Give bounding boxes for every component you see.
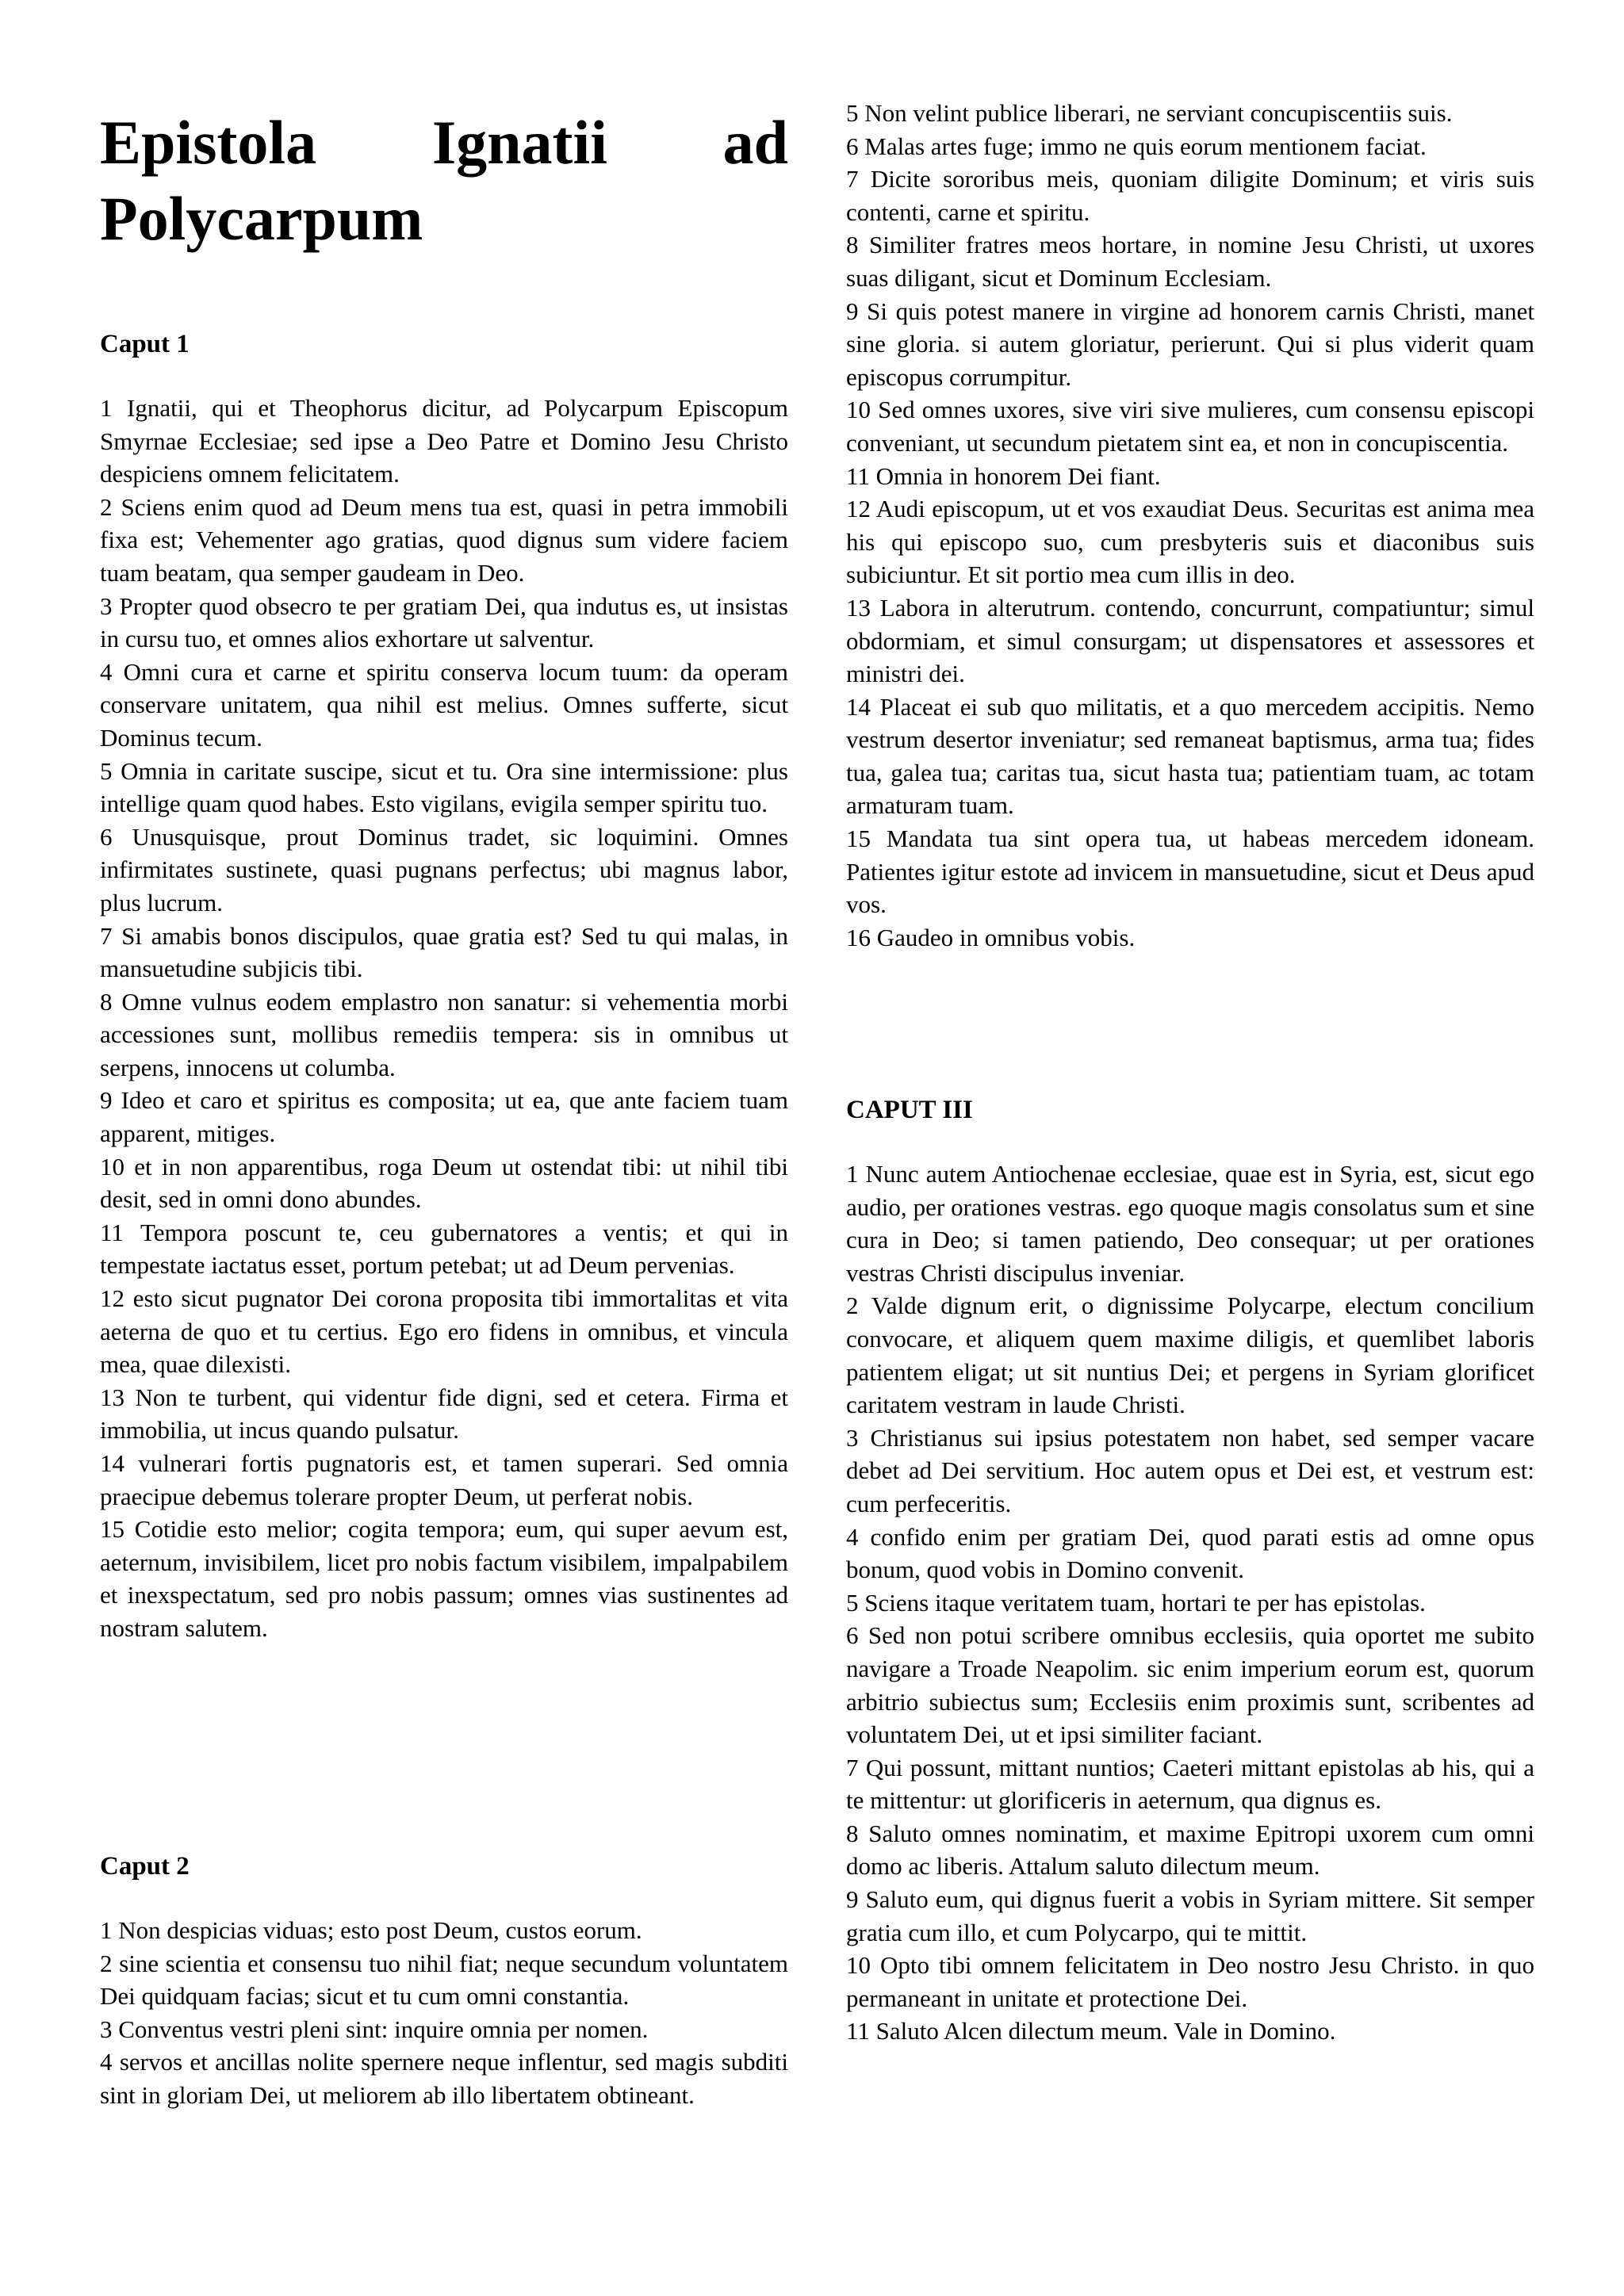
chapter-1-heading: Caput 1 bbox=[100, 330, 190, 358]
paragraph: 5 Sciens itaque veritatem tuam, hortari te per has epistolas. bbox=[846, 1588, 1426, 1617]
paragraph: 14 vulnerari fortis pugnatoris est, et tamen superari. Sed omnia praecipue debemus tolerare propter Deum, ut perferat nobis. bbox=[100, 1449, 788, 1510]
paragraph: 15 Mandata tua sint opera tua, ut habeas mercedem idoneam. Patientes igitur estote ad invicem in mansuetudine, sicut et Deus apud vos. bbox=[846, 825, 1534, 919]
chapter-3-text bbox=[846, 1158, 1534, 2048]
paragraph: 6 Unusquisque, prout Dominus tradet, sic loquimini. Omnes infirmitates sustinete, quasi pugnans perfectus; ubi magnus labor, plus lucrum. bbox=[100, 822, 788, 916]
paragraph: 8 Saluto omnes nominatim, et maxime Epitropi uxorem cum omni domo ac liberis. Attalum saluto dilectum meum. bbox=[846, 1819, 1534, 1881]
paragraph: 5 Omnia in caritate suscipe, sicut et tu. Ora sine intermissione: plus intellige quam quod habes. Esto vigilans, evigila semper spiritu tuo. bbox=[100, 756, 788, 818]
paragraph: 9 Ideo et caro et spiritus es composita; ut ea, que ante faciem tuam apparent, mitiges. bbox=[100, 1086, 788, 1148]
paragraph: 8 Similiter fratres meos hortare, in nomine Jesu Christi, ut uxores suas diligant, sicut et Dominum Ecclesiam. bbox=[846, 231, 1534, 292]
paragraph: 1 Non despicias viduas; esto post Deum, custos eorum. bbox=[100, 1916, 642, 1944]
paragraph: 2 sine scientia et consensu tuo nihil fiat; neque secundum voluntatem Dei quidquam facias; sicut et tu cum omni constantia. bbox=[100, 1949, 788, 2011]
paragraph: 12 Audi episcopum, ut et vos exaudiat Deus. Securitas est anima mea his qui episcopo suo, cum presbyteris suis et diaconibus suis subiciuntur. Et sit portio mea cum illis in deo. bbox=[846, 495, 1534, 589]
paragraph: 1 Ignatii, qui et Theophorus dicitur, ad Polycarpum Episcopum Smyrnae Ecclesiae; sed ipse a Deo Patre et Domino Jesu Christo despiciens omnem felicitatem. bbox=[100, 394, 788, 488]
paragraph: 2 Valde dignum erit, o dignissime Polycarpe, electum concilium convocare, et aliquem quem maxime diligis, et quemlibet laboris patientem eligat; ut sit nuntius Dei; et pergens in Syriam glorificet caritatem vestram in laude Christi. bbox=[846, 1292, 1534, 1419]
chapter-1-text bbox=[100, 392, 788, 1645]
paragraph: 9 Si quis potest manere in virgine ad honorem carnis Christi, manet sine gloria. si autem gloriatur, perierunt. Qui si plus viderit quam episcopus corrumpitur. bbox=[846, 297, 1534, 391]
paragraph: 7 Qui possunt, mittant nuntios; Caeteri mittant epistolas ab his, qui a te mittentur: ut glorificeris in aeternum, qua dignus es. bbox=[846, 1753, 1534, 1815]
paragraph: 7 Si amabis bonos discipulos, quae gratia est? Sed tu qui malas, in mansuetudine subjicis tibi. bbox=[100, 921, 788, 983]
paragraph: 6 Malas artes fuge; immo ne quis eorum mentionem faciat. bbox=[846, 132, 1427, 160]
chapter-3-heading: CAPUT III bbox=[846, 1096, 973, 1124]
paragraph: 4 servos et ancillas nolite spernere neque inflentur, sed magis subditi sint in gloriam Dei, ut meliorem ab illo libertatem obtineant. bbox=[100, 2048, 788, 2109]
document-title: Epistola Ignatii ad Polycarpum bbox=[100, 108, 788, 253]
paragraph: 5 Non velint publice liberari, ne serviant concupiscentiis suis. bbox=[846, 99, 1453, 127]
paragraph: 10 et in non apparentibus, roga Deum ut ostendat tibi: ut nihil tibi desit, sed in omni dono abundes. bbox=[100, 1152, 788, 1214]
chapter-2-text-continued bbox=[846, 97, 1534, 954]
paragraph: 3 Conventus vestri pleni sint: inquire omnia per nomen. bbox=[100, 2015, 649, 2043]
paragraph: 12 esto sicut pugnator Dei corona proposita tibi immortalitas et vita aeterna de quo et tu certius. Ego ero fidens in omnibus, et vincula mea, quae dilexisti. bbox=[100, 1284, 788, 1379]
paragraph: 7 Dicite sororibus meis, quoniam diligite Dominum; et viris suis contenti, carne et spiritu. bbox=[846, 165, 1534, 226]
paragraph: 10 Opto tibi omnem felicitatem in Deo nostro Jesu Christo. in quo permaneant in unitate et protectione Dei. bbox=[846, 1951, 1534, 2012]
paragraph: 3 Propter quod obsecro te per gratiam Dei, qua indutus es, ut insistas in cursu tuo, et omnes alios exhortare ut salventur. bbox=[100, 591, 788, 653]
paragraph: 16 Gaudeo in omnibus vobis. bbox=[846, 923, 1136, 951]
paragraph: 10 Sed omnes uxores, sive viri sive mulieres, cum consensu episcopi conveniant, ut secundum pietatem sint ea, et non in concupiscentia. bbox=[846, 396, 1534, 457]
paragraph: 11 Saluto Alcen dilectum meum. Vale in Domino. bbox=[846, 2017, 1336, 2045]
paragraph: 15 Cotidie esto melior; cogita tempora; eum, qui super aevum est, aeternum, invisibilem, licet pro nobis factum visibilem, impalpabilem et inexspectatum, sed pro nobis passum; omnes vias sustinentes ad nostram salutem. bbox=[100, 1515, 788, 1642]
paragraph: 3 Christianus sui ipsius potestatem non habet, sed semper vacare debet ad Dei servitium. Hoc autem opus et Dei est, et vestrum est: cum perfeceritis. bbox=[846, 1423, 1534, 1517]
paragraph: 6 Sed non potui scribere omnibus ecclesiis, quia oportet me subito navigare a Troade Neapolim. sic enim imperium eorum est, quorum arbitrio subiectus sum; Ecclesiis enim proximis sunt, scribentes ad voluntatem Dei, ut et ipsi similiter faciant. bbox=[846, 1621, 1534, 1749]
paragraph: 4 Omni cura et carne et spiritu conserva locum tuum: da operam conservare unitatem, qua nihil est melius. Omnes sufferte, sicut Dominus tecum. bbox=[100, 657, 788, 752]
paragraph: 11 Tempora poscunt te, ceu gubernatores a ventis; et qui in tempestate iactatus esset, portum petebat; ut ad Deum pervenias. bbox=[100, 1218, 788, 1280]
paragraph: 4 confido enim per gratiam Dei, quod parati estis ad omne opus bonum, quod vobis in Domino convenit. bbox=[846, 1522, 1534, 1584]
paragraph: 1 Nunc autem Antiochenae ecclesiae, quae est in Syria, est, sicut ego audio, per orationes vestras. ego quoque magis consolatus sum et sine cura in Deo; si tamen patiendo, Deo consequar; ut per orationes vestras Christi discipulus inveniar. bbox=[846, 1160, 1534, 1287]
paragraph: 9 Saluto eum, qui dignus fuerit a vobis in Syriam mittere. Sit semper gratia cum illo, et cum Polycarpo, qui te mittit. bbox=[846, 1885, 1534, 1946]
paragraph: 2 Sciens enim quod ad Deum mens tua est, quasi in petra immobili fixa est; Vehementer ago gratias, quod dignus sum videre faciem tuam beatam, qua semper gaudeam in Deo. bbox=[100, 492, 788, 587]
paragraph: 13 Labora in alterutrum. contendo, concurrunt, compatiuntur; simul obdormiam, et simul consurgam; ut dispensatores et assessores et ministri dei. bbox=[846, 593, 1534, 688]
chapter-2-text bbox=[100, 1914, 788, 2112]
paragraph: 8 Omne vulnus eodem emplastro non sanatur: si vehementia morbi accessiones sunt, mollibus remediis tempera: sis in omnibus ut serpens, innocens ut columba. bbox=[100, 987, 788, 1081]
chapter-2-heading: Caput 2 bbox=[100, 1852, 190, 1881]
paragraph: 13 Non te turbent, qui videntur fide digni, sed et cetera. Firma et immobilia, ut incus quando pulsatur. bbox=[100, 1383, 788, 1445]
paragraph: 14 Placeat ei sub quo militatis, et a quo mercedem accipitis. Nemo vestrum desertor inveniatur; sed remaneat baptismus, arma tua; fides tua, galea tua; caritas tua, sicut hasta tua; patientiam tuam, ac totam armaturam tuam. bbox=[846, 692, 1534, 820]
paragraph: 11 Omnia in honorem Dei fiant. bbox=[846, 461, 1161, 490]
